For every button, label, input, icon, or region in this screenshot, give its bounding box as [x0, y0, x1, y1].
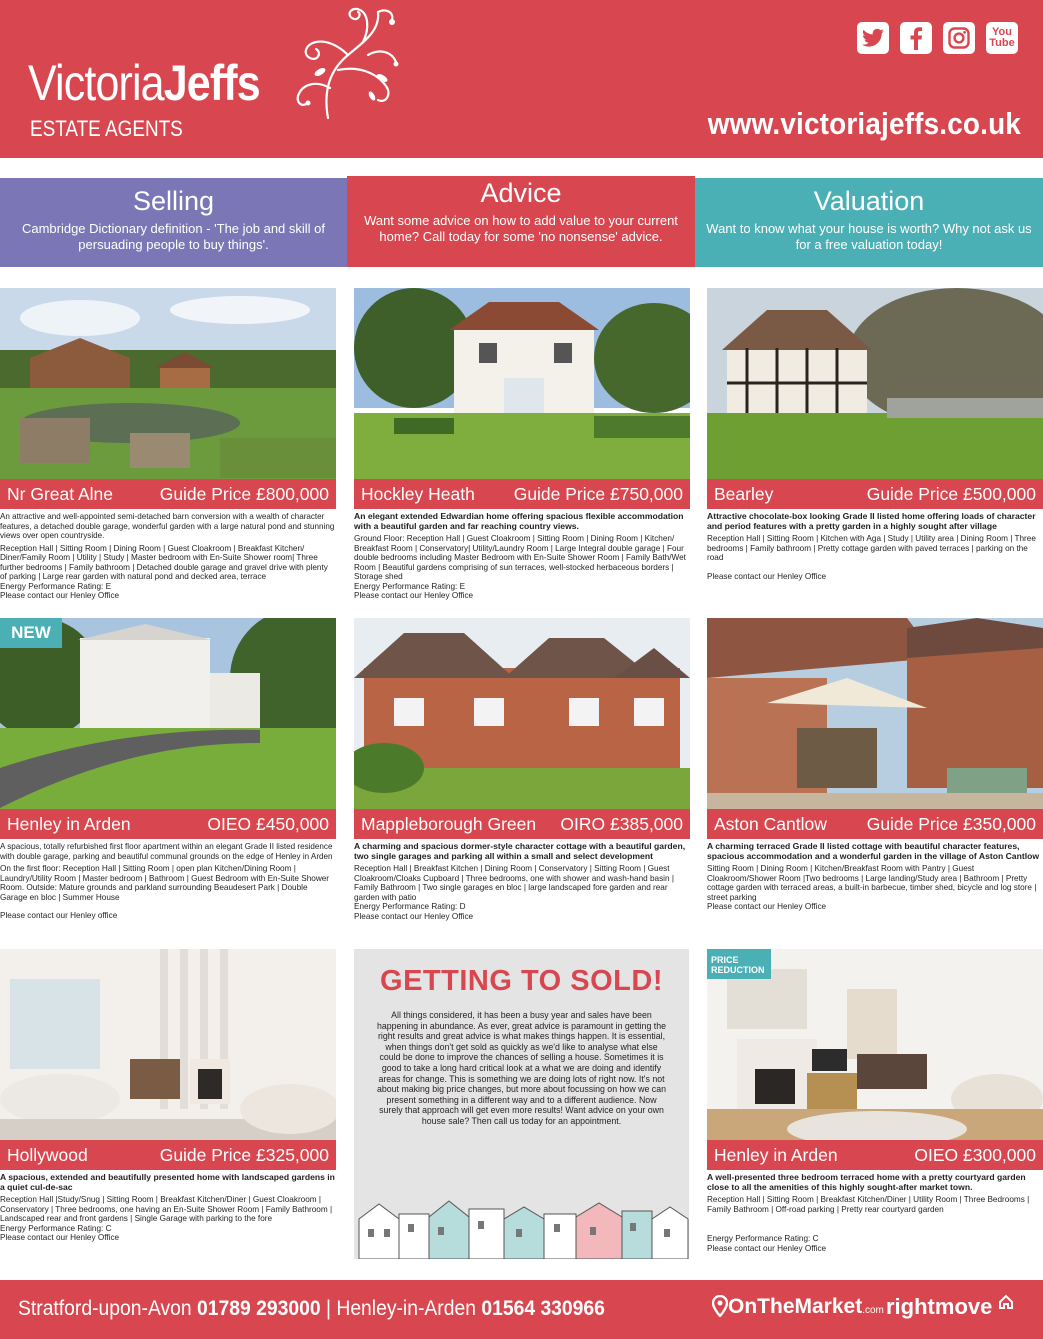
property-price: OIRO £385,000	[560, 813, 683, 834]
youtube-label-top: You	[992, 26, 1012, 38]
property-details: Reception Hall | Sitting Room | Dining Room | Guest Cloakroom | Breakfast Kitchen/ Diner/Family Room | Utility | Study | Master bedroom with En-Suite Shower room| Three further bedrooms | Family bathroom | Detached double garage and gravel drive with plenty of parking | Large rear garden with natural pond and decked area, terrace	[0, 543, 328, 581]
property-caption	[0, 809, 336, 839]
rightmove-name: rightmove	[886, 1294, 993, 1319]
valuation-banner	[695, 178, 1043, 267]
property-details: Sitting Room | Dining Room | Kitchen/Breakfast Room with Pantry | Guest Cloakroom/Shower Room |Two bedrooms | Large landing/Study area | Bathroom | Pretty cottage garden with terraced areas, a built-in barbecue, timber shed, bicycle and log store | street parking	[707, 864, 1037, 902]
selling-banner	[0, 178, 347, 267]
property-location: Henley in Arden	[7, 813, 131, 834]
office-henley: Henley-in-Arden	[336, 1297, 476, 1320]
property-photo	[707, 288, 1043, 509]
property-photo	[707, 618, 1043, 839]
property-contact: Please contact our Henley Office	[354, 591, 474, 600]
brand-name-light: Victoria	[28, 55, 164, 111]
property-headline: A spacious, extended and beautifully presented home with landscaped gardens in a quiet cul-de-sac	[0, 1172, 335, 1192]
valuation-title: Valuation	[813, 186, 925, 216]
property-photo	[354, 618, 690, 839]
property-details: Reception Hall |Study/Snug | Sitting Room | Breakfast Kitchen/Diner | Guest Cloakroom | Conservatory | Three bedrooms, one having an En-Suite Shower Room | Family Bathroom | Landscaped rear and front gardens | Single Garage with parking to the fore	[0, 1195, 333, 1223]
new-badge: NEW	[0, 618, 62, 648]
phone-stratford[interactable]: 01789 293000	[197, 1297, 321, 1320]
sold-title: GETTING TO SOLD!	[380, 965, 663, 997]
property-headline: A spacious, totally refurbished first floor apartment within an elegant Grade II listed residence with double garage, parking and beautiful communal grounds on the edge of Henley in Arden	[0, 842, 333, 861]
onthemarket-suffix: .com	[862, 1305, 884, 1316]
property-caption	[707, 1140, 1043, 1170]
website-link[interactable]: www.victoriajeffs.co.uk	[707, 106, 1021, 141]
property-card[interactable]	[0, 288, 336, 601]
property-headline: A charming and spacious dormer-style character cottage with a beautiful garden, two single garages and parking all within a small and select development	[354, 841, 686, 861]
rightmove-logo[interactable]	[886, 1294, 1014, 1320]
property-card[interactable]	[354, 288, 690, 601]
property-details: On the first floor: Reception Hall | Sitting Room | open plan Kitchen/Dining Room | Laundry/Utility Room | Master bedroom | Bathroom | Guest Bedroom with En-Suite Shower Room. Outside: Mature grounds and parkland surrounding Beaudesert Park | Double Garage en bloc | Summer House	[0, 864, 330, 902]
property-caption	[0, 479, 336, 509]
price-reduction-badge: PRICE REDUCTION	[707, 949, 771, 979]
property-caption	[354, 809, 690, 839]
property-location: Henley in Arden	[714, 1144, 838, 1165]
property-card[interactable]	[0, 618, 336, 921]
onthemarket-logo[interactable]	[712, 1295, 884, 1319]
property-price: Guide Price £500,000	[866, 483, 1036, 504]
property-location: Aston Cantlow	[714, 813, 827, 834]
property-headline: A well-presented three bedroom terraced home with a pretty courtyard garden close to all the amenities of this highly sought-after market town.	[707, 1172, 1026, 1192]
property-photo	[707, 949, 1043, 1170]
property-details: Reception Hall | Sitting Room | Breakfast Kitchen/Diner | Utility Room | Three Bedrooms | Family Bathroom | Off-road parking | Pretty rear courtyard garden	[707, 1195, 1030, 1214]
property-photo	[0, 949, 336, 1170]
property-caption	[354, 479, 690, 509]
property-price: Guide Price £750,000	[513, 483, 683, 504]
youtube-label-bottom: Tube	[989, 37, 1015, 49]
twitter-icon[interactable]	[857, 22, 889, 54]
property-headline: Attractive chocolate-box looking Grade II listed home offering loads of character and period features with a pretty garden in a highly sought after village	[707, 511, 1036, 531]
property-epc: Energy Performance Rating: C	[707, 1234, 819, 1243]
property-card[interactable]	[354, 618, 690, 921]
facebook-icon[interactable]	[900, 22, 932, 54]
house-icon	[998, 1294, 1014, 1310]
property-location: Hockley Heath	[361, 483, 475, 504]
property-price: Guide Price £325,000	[159, 1144, 329, 1165]
property-card[interactable]	[707, 618, 1043, 912]
property-location: Hollywood	[7, 1144, 88, 1165]
selling-text: Cambridge Dictionary definition - 'The job and skill of persuading people to buy things'.	[21, 221, 326, 252]
advice-text: Want some advice on how to add value to your current home? Call today for some 'no nonsense' advice.	[364, 213, 678, 244]
property-price: Guide Price £800,000	[159, 483, 329, 504]
brand-name-bold: Jeffs	[163, 55, 260, 111]
property-caption	[707, 809, 1043, 839]
property-epc: Energy Performance Rating: C	[0, 1223, 112, 1233]
location-pin-icon	[712, 1295, 728, 1317]
property-photo	[0, 288, 336, 509]
advice-banner	[347, 176, 695, 267]
property-contact: Please contact our Henley Office	[354, 911, 474, 921]
onthemarket-name: OnTheMarket	[728, 1295, 863, 1318]
property-epc: Energy Performance Rating: E	[354, 581, 466, 591]
property-price: OIEO £300,000	[914, 1144, 1036, 1165]
office-contacts	[18, 1297, 605, 1321]
footer	[0, 1280, 1043, 1339]
header	[0, 0, 1043, 158]
property-contact: Please contact our Henley Office	[707, 1243, 827, 1253]
property-details: Reception Hall | Breakfast Kitchen | Dining Room | Conservatory | Sitting Room | Guest Cloakroom/Cloaks Cupboard | Three bedrooms, one with shower and wash-hand basin | Family Bathroom | Two single garages en bloc | large landscaped fore garden and rear garden with patio	[354, 864, 674, 902]
property-headline: A charming terraced Grade II listed cottage with beautiful character features, spacious accommodation and a wonderful garden in the village of Aston Cantlow	[707, 841, 1040, 861]
property-contact: Please contact our Henley Office	[707, 902, 827, 911]
selling-title: Selling	[132, 186, 215, 216]
phone-henley[interactable]: 01564 330966	[481, 1297, 605, 1320]
getting-to-sold-panel	[354, 949, 689, 1259]
property-photo	[0, 618, 336, 839]
property-card[interactable]	[0, 949, 336, 1243]
logo-swirl-icon	[268, 0, 408, 120]
property-headline: An attractive and well-appointed semi-detached barn conversion with a wealth of character features, a detached double garage, wonderful garden with a large natural pond and stunning views over open countryside.	[0, 512, 335, 540]
property-price: OIEO £450,000	[207, 813, 329, 834]
property-details: Ground Floor: Reception Hall | Guest Cloakroom | Sitting Room | Dining Room | Kitchen/ Breakfast Room | Conservatory| Utility/Laundry Room | Large Integral double garage | Four double bedrooms including Master Bedroom with En-Suite Shower Room | Family Bath/Wet Room | Beautiful gardens comprising of sun terraces, well-stocked herbaceous borders | Storage shed	[354, 534, 686, 581]
office-separator: |	[325, 1297, 331, 1320]
property-contact: Please contact our Henley Office	[0, 591, 120, 600]
brand-subtitle: ESTATE AGENTS	[30, 116, 183, 141]
property-details: Reception Hall | Sitting Room | Kitchen with Aga | Study | Utility area | Dining Room | Three bedrooms | Family bathroom | Pretty cottage garden with paved terraces | parking on the road	[707, 534, 1036, 562]
property-location: Bearley	[714, 483, 774, 504]
property-location: Nr Great Alne	[7, 483, 114, 504]
property-caption	[707, 479, 1043, 509]
valuation-text: Want to know what your house is worth? Why not ask us for a free valuation today!	[706, 221, 1032, 252]
property-contact: Please contact our Henley office	[0, 911, 118, 920]
property-caption	[0, 1140, 336, 1170]
property-headline: An elegant extended Edwardian home offering spacious flexible accommodation with a beautiful garden and far reaching country views.	[354, 511, 684, 531]
sold-body: All things considered, it has been a busy year and sales have been happening in abundance. As ever, great advice is paramount in getting the right results and great advice is what makes things happen. It is essential, when things don't get sold as quickly as we'd like to analyse what else could be done to improve the chances of selling a house. Sometimes it is good to take a long hard critical look at a what we are doing and identify areas for change. This is something we are doing lots of right now. It's not about making big price changes, but more about focussing on how we can present something in a different way and to a different audience. Now surely that approach will get even more results! Want advice on your own house sale? Then call us today for an appointment.	[376, 1010, 667, 1126]
property-location: Mappleborough Green	[361, 813, 537, 834]
houses-illustration-icon	[354, 1179, 689, 1259]
youtube-icon[interactable]	[986, 22, 1018, 54]
property-epc: Energy Performance Rating: D	[354, 902, 466, 911]
property-card[interactable]	[707, 288, 1043, 581]
property-card[interactable]	[707, 949, 1043, 1253]
property-photo	[354, 288, 690, 509]
advice-title: Advice	[480, 178, 562, 208]
property-contact: Please contact our Henley Office	[707, 571, 827, 581]
property-epc: Energy Performance Rating: E	[0, 581, 112, 591]
office-stratford: Stratford-upon-Avon	[18, 1297, 192, 1320]
brand-name	[28, 55, 260, 111]
instagram-icon[interactable]	[943, 22, 975, 54]
property-price: Guide Price £350,000	[866, 813, 1036, 834]
property-contact: Please contact our Henley Office	[0, 1233, 120, 1242]
